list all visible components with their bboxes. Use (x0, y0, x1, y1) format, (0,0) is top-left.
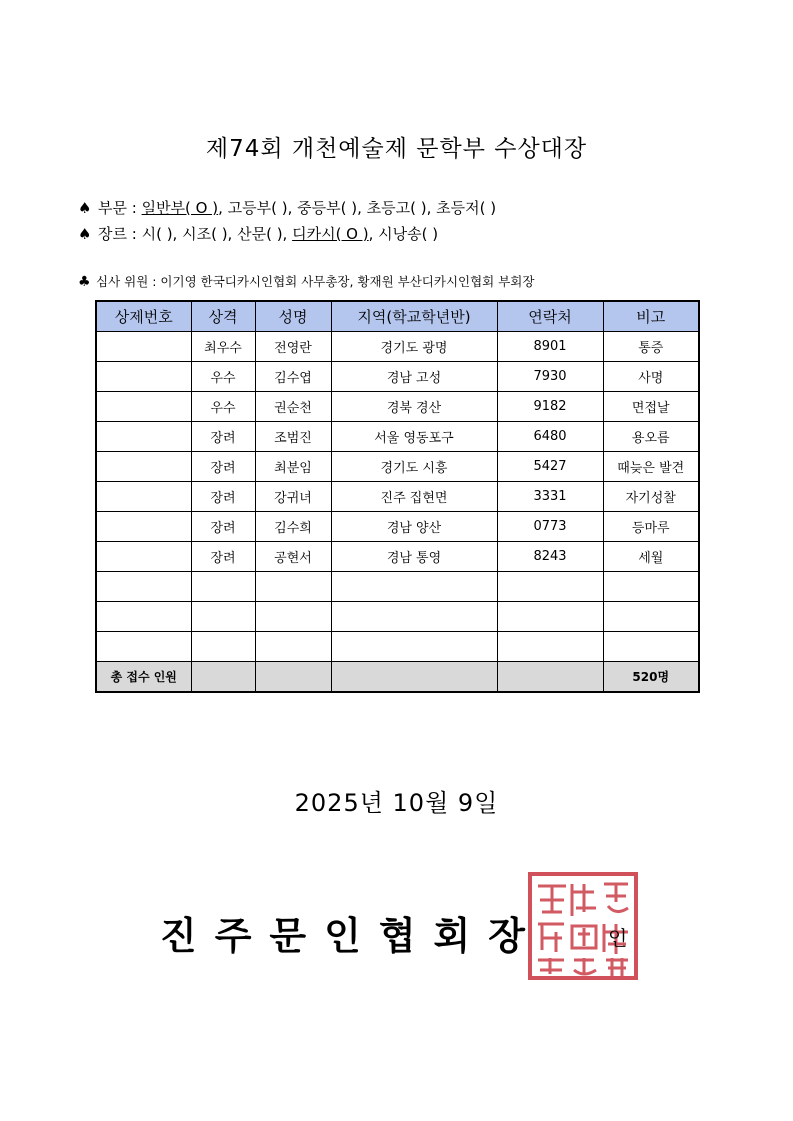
table-row (96, 542, 699, 572)
award-rank-cell: 장려 (191, 482, 255, 512)
table-body (96, 332, 699, 662)
award-number-cell (96, 482, 191, 512)
total-empty-cell (191, 662, 255, 693)
note-cell (603, 602, 699, 632)
division-option: 일반부( O ) (141, 199, 219, 217)
table-row (96, 392, 699, 422)
region-cell (331, 632, 497, 662)
contact-cell: 7930 (497, 362, 603, 392)
award-rank-cell (191, 632, 255, 662)
genre-label: 장르 : (98, 225, 142, 243)
name-cell: 전영란 (255, 332, 331, 362)
award-rank-cell: 장려 (191, 542, 255, 572)
award-rank-cell: 최우수 (191, 332, 255, 362)
award-number-cell (96, 392, 191, 422)
header-note: 비고 (603, 301, 699, 332)
award-rank-cell: 우수 (191, 362, 255, 392)
name-cell: 김수희 (255, 512, 331, 542)
award-rank-cell: 우수 (191, 392, 255, 422)
award-rank-cell: 장려 (191, 452, 255, 482)
genre-option: 시조( ) (182, 225, 228, 243)
award-number-cell (96, 572, 191, 602)
division-label: 부문 : (98, 199, 142, 217)
name-cell: 강귀녀 (255, 482, 331, 512)
genre-line (78, 223, 438, 244)
table-row (96, 512, 699, 542)
table-row (96, 362, 699, 392)
contact-cell: 9182 (497, 392, 603, 422)
judges-line (78, 272, 534, 290)
genre-option: 시( ) (141, 225, 173, 243)
contact-cell: 8901 (497, 332, 603, 362)
genre-option: 디카시( O ) (292, 225, 369, 243)
name-cell: 공현서 (255, 542, 331, 572)
contact-cell (497, 632, 603, 662)
award-number-cell (96, 362, 191, 392)
table-row (96, 452, 699, 482)
note-cell: 통증 (603, 332, 699, 362)
total-empty-cell (331, 662, 497, 693)
name-cell (255, 602, 331, 632)
document-title: 제74회 개천예술제 문학부 수상대장 (205, 136, 588, 162)
award-number-cell (96, 422, 191, 452)
table-row (96, 482, 699, 512)
region-cell: 경기도 시흥 (331, 452, 497, 482)
region-cell: 경남 통영 (331, 542, 497, 572)
total-row (96, 662, 699, 693)
division-option: 고등부( ) (227, 199, 288, 217)
division-line (78, 197, 496, 218)
contact-cell: 0773 (497, 512, 603, 542)
note-cell: 사명 (603, 362, 699, 392)
contact-cell (497, 572, 603, 602)
region-cell: 경남 양산 (331, 512, 497, 542)
division-option: 중등부( ) (297, 199, 358, 217)
region-cell (331, 602, 497, 632)
seal-mark: 인 (608, 926, 628, 950)
award-rank-cell: 장려 (191, 422, 255, 452)
genre-options: 시( ), 시조( ), 산문( ), 디카시( O ), 시낭송( ) (141, 225, 439, 243)
region-cell: 경남 고성 (331, 362, 497, 392)
region-cell: 경기도 광명 (331, 332, 497, 362)
issuer-name: 진주문인협회장 (160, 913, 543, 958)
region-cell: 서울 영동포구 (331, 422, 497, 452)
club-icon: ♣ (78, 274, 91, 290)
note-cell: 때늦은 발견 (603, 452, 699, 482)
award-number-cell (96, 632, 191, 662)
name-cell (255, 572, 331, 602)
table-row (96, 332, 699, 362)
table-row (96, 632, 699, 662)
award-rank-cell (191, 572, 255, 602)
division-option: 초등저( ) (436, 199, 497, 217)
award-rank-cell: 장려 (191, 512, 255, 542)
table-row (96, 572, 699, 602)
header-region: 지역(학교학년반) (331, 301, 497, 332)
header-contact: 연락처 (497, 301, 603, 332)
contact-cell: 3331 (497, 482, 603, 512)
name-cell: 조범진 (255, 422, 331, 452)
total-empty-cell (497, 662, 603, 693)
name-cell: 권순천 (255, 392, 331, 422)
awards-table (95, 300, 700, 693)
table-header-row (96, 301, 699, 332)
award-number-cell (96, 542, 191, 572)
region-cell: 진주 집현면 (331, 482, 497, 512)
note-cell: 자기성찰 (603, 482, 699, 512)
name-cell (255, 632, 331, 662)
award-number-cell (96, 512, 191, 542)
table-row (96, 422, 699, 452)
contact-cell (497, 602, 603, 632)
genre-option: 산문( ) (237, 225, 283, 243)
judges-text: 심사 위원 : 이기영 한국디카시인협회 사무총장, 황재원 부산디카시인협회 부회장 (96, 274, 535, 289)
note-cell: 등마루 (603, 512, 699, 542)
contact-cell: 5427 (497, 452, 603, 482)
total-empty-cell (255, 662, 331, 693)
spade-icon: ♠ (78, 199, 92, 217)
award-number-cell (96, 332, 191, 362)
division-option: 초등고( ) (366, 199, 427, 217)
table-row (96, 602, 699, 632)
spade-icon: ♠ (78, 225, 92, 243)
document-date: 2025년 10월 9일 (294, 789, 499, 817)
header-name: 성명 (255, 301, 331, 332)
note-cell (603, 632, 699, 662)
region-cell: 경북 경산 (331, 392, 497, 422)
award-number-cell (96, 452, 191, 482)
contact-cell: 8243 (497, 542, 603, 572)
total-value: 520명 (603, 662, 699, 693)
name-cell: 김수엽 (255, 362, 331, 392)
name-cell: 최분임 (255, 452, 331, 482)
region-cell (331, 572, 497, 602)
header-award-number: 상제번호 (96, 301, 191, 332)
award-rank-cell (191, 602, 255, 632)
note-cell: 면접날 (603, 392, 699, 422)
note-cell: 용오름 (603, 422, 699, 452)
header-award-rank: 상격 (191, 301, 255, 332)
award-number-cell (96, 602, 191, 632)
total-label: 총 접수 인원 (96, 662, 191, 693)
genre-option: 시낭송( ) (378, 225, 439, 243)
note-cell (603, 572, 699, 602)
contact-cell: 6480 (497, 422, 603, 452)
note-cell: 세월 (603, 542, 699, 572)
division-options: 일반부( O ), 고등부( ), 중등부( ), 초등고( ), 초등저( ) (141, 199, 497, 217)
